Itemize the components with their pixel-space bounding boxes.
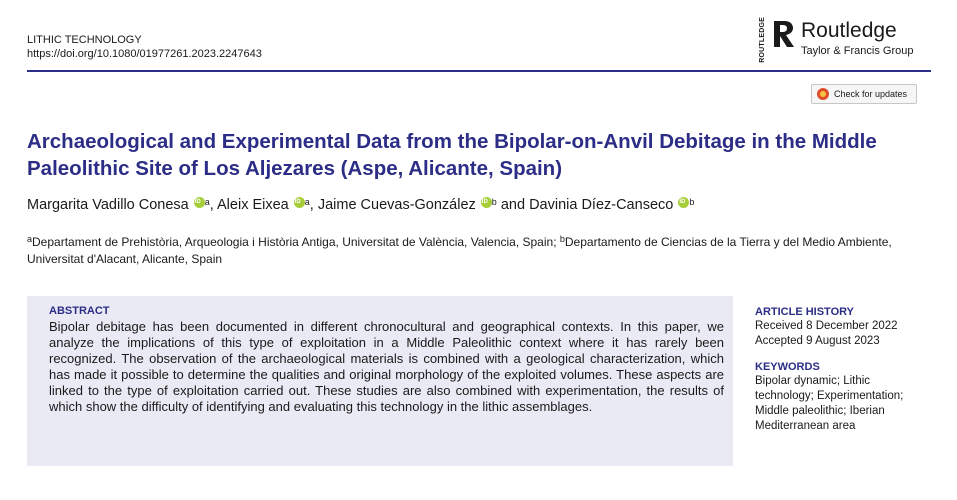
author-separator: , <box>309 197 318 213</box>
author-separator: , <box>209 197 218 213</box>
author-name[interactable]: Davinia Díez-Canseco <box>529 197 674 213</box>
article-history-heading: ARTICLE HISTORY <box>755 306 855 318</box>
check-updates-button[interactable] <box>811 84 917 104</box>
affiliation-text: Departament de Prehistòria, Arqueologia i Història Antiga, Universitat de València, Valencia, Spain; <box>32 235 560 249</box>
affiliation-text: Departamento de Ciencias de la Tierra y del Medio Ambiente, Universitat d'Alacant, Alicante, Spain <box>27 235 892 266</box>
author-affiliation-mark: b <box>491 197 497 207</box>
article-title: Archaeological and Experimental Data from the Bipolar-on-Anvil Debitage in the Middle Paleolithic Site of Los Aljezares (Aspe, Alicante, Spain) <box>27 130 877 180</box>
check-updates-label: Check for updates <box>834 89 908 99</box>
accepted-date: Accepted 9 August 2023 <box>755 335 880 347</box>
author-list <box>27 195 694 215</box>
orcid-icon[interactable] <box>481 197 492 208</box>
header-rule <box>27 70 931 72</box>
keywords-list: Bipolar dynamic; Lithic technology; Experimentation; Middle paleolithic; Iberian Mediterranean area <box>755 375 904 432</box>
received-date: Received 8 December 2022 <box>755 320 898 332</box>
affiliations <box>27 234 932 268</box>
journal-name: LITHIC TECHNOLOGY <box>27 34 142 46</box>
publisher-vertical-text: ROUTLEDGE <box>759 17 766 63</box>
orcid-icon[interactable] <box>678 197 689 208</box>
orcid-icon[interactable] <box>294 197 305 208</box>
abstract-box <box>27 296 733 466</box>
journal-header <box>27 33 262 61</box>
author-name[interactable]: Aleix Eixea <box>217 197 289 213</box>
publisher-name: Routledge <box>801 19 897 42</box>
abstract-heading: ABSTRACT <box>49 305 110 317</box>
article-sidebar <box>755 306 935 434</box>
author-affiliation-mark: b <box>689 197 695 207</box>
doi-link[interactable]: https://doi.org/10.1080/01977261.2023.2247643 <box>27 48 262 60</box>
orcid-icon[interactable] <box>194 197 205 208</box>
author-affiliation-mark: a <box>304 197 310 207</box>
affiliation-mark: a <box>27 234 33 244</box>
author-affiliation-mark: a <box>204 197 210 207</box>
author-name[interactable]: Jaime Cuevas-González <box>317 197 476 213</box>
publisher-logo <box>759 15 929 63</box>
abstract-text: Bipolar debitage has been documented in different chronocultural and geographical contexts. In this paper, we analyze the implications of this type of exploitation in a Middle Paleolithic context where it has rarely been recognized. The observation of the archaeological materials is combined with a geological characterization, which has made it possible to determine the qualities and original morphology of the exploited volumes. These aspects are linked to the type of exploitation carried out. These studies are also combined with experimentation, the results of which show the difficulty of identifying and evaluating this technology in the lithic assemblages. <box>49 319 724 414</box>
publisher-subtitle: Taylor & Francis Group <box>801 45 914 57</box>
affiliation-mark: b <box>559 234 565 244</box>
author-separator: and <box>496 197 530 213</box>
author-name[interactable]: Margarita Vadillo Conesa <box>27 197 189 213</box>
keywords-heading: KEYWORDS <box>755 361 820 373</box>
routledge-r-icon <box>771 19 797 49</box>
crossmark-icon <box>817 88 829 100</box>
